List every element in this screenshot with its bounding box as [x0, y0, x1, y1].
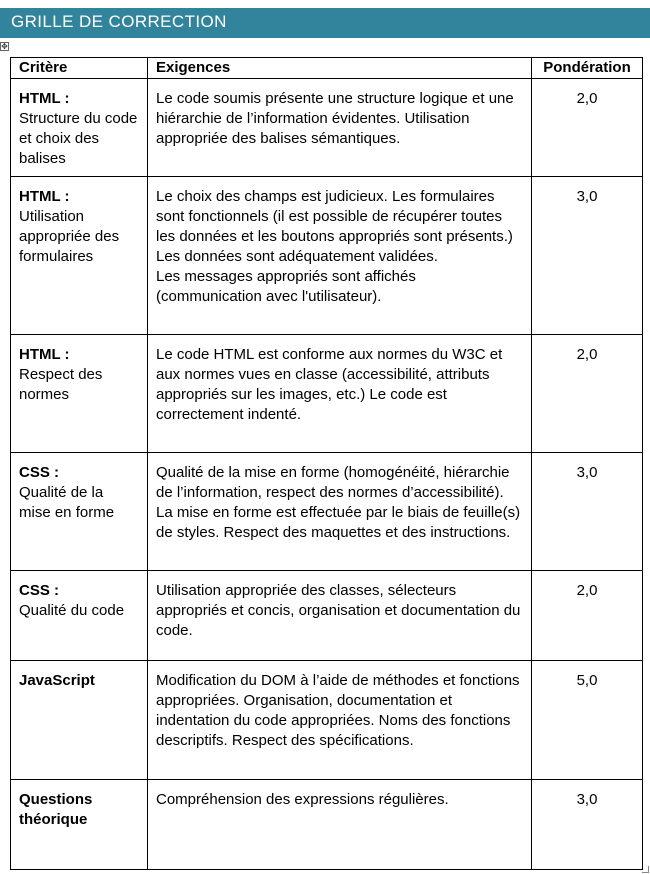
weight-cell: 2,0	[532, 571, 643, 661]
header-weight: Pondération	[532, 58, 643, 79]
criterion-cell	[11, 571, 148, 661]
criterion-subtitle: Qualité du code	[19, 602, 125, 619]
weight-cell: 3,0	[532, 177, 643, 335]
header-criterion: Critère	[11, 58, 148, 79]
criterion-title: Questions théorique	[19, 791, 93, 828]
criterion-title: HTML :	[19, 90, 70, 107]
header-requirements: Exigences	[148, 58, 532, 79]
requirements-cell: Utilisation appropriée des classes, sélecteurs appropriés et concis, organisation et documentation du code.	[148, 571, 532, 661]
table-row	[11, 780, 643, 870]
requirements-cell: Modification du DOM à l’aide de méthodes et fonctions appropriées. Organisation, documentation et indentation du code appropriées. Noms des fonctions descriptifs. Respect des spécifications.	[148, 661, 532, 780]
table-resize-handle[interactable]	[642, 866, 649, 873]
move-arrows-icon[interactable]: ✥	[1, 42, 8, 51]
section-title-banner	[0, 8, 650, 38]
criterion-title: HTML :	[19, 346, 70, 363]
weight-cell: 5,0	[532, 661, 643, 780]
table-body	[11, 79, 643, 870]
criterion-subtitle: Structure du code et choix des balises	[19, 110, 138, 167]
table-row	[11, 661, 643, 780]
criterion-subtitle: Respect des normes	[19, 366, 103, 403]
criterion-title: CSS :	[19, 582, 60, 599]
weight-cell: 3,0	[532, 453, 643, 571]
section-title: GRILLE DE CORRECTION	[11, 12, 227, 31]
requirements-cell: Le code soumis présente une structure logique et une hiérarchie de l’information évidentes. Utilisation appropriée des balises sémantiques.	[148, 79, 532, 177]
table-row	[11, 79, 643, 177]
table-row	[11, 177, 643, 335]
criterion-cell	[11, 177, 148, 335]
table-row	[11, 335, 643, 453]
weight-cell: 2,0	[532, 79, 643, 177]
criterion-cell	[11, 780, 148, 870]
table-header-row	[11, 58, 643, 79]
requirements-cell: Qualité de la mise en forme (homogénéité, hiérarchie de l’information, respect des normes d’accessibilité). La mise en forme est effectuée par le biais de feuille(s) de styles. Respect des maquettes et des instructions.	[148, 453, 532, 571]
criterion-title: JavaScript	[19, 672, 95, 689]
grading-table	[10, 57, 643, 870]
criterion-cell	[11, 79, 148, 177]
criterion-subtitle: Utilisation appropriée des formulaires	[19, 208, 120, 265]
criterion-cell	[11, 335, 148, 453]
requirements-cell: Le choix des champs est judicieux. Les formulaires sont fonctionnels (il est possible de récupérer toutes les données et les boutons appropriés sont présents.) Les données sont adéquatement validées. Les messages appropriés sont affichés (communication avec l'utilisateur).	[148, 177, 532, 335]
criterion-title: CSS :	[19, 464, 60, 481]
table-row	[11, 453, 643, 571]
criterion-title: HTML :	[19, 188, 70, 205]
criterion-cell	[11, 661, 148, 780]
requirements-cell: Compréhension des expressions régulières.	[148, 780, 532, 870]
weight-cell: 2,0	[532, 335, 643, 453]
table-row	[11, 571, 643, 661]
criterion-cell	[11, 453, 148, 571]
weight-cell: 3,0	[532, 780, 643, 870]
requirements-cell: Le code HTML est conforme aux normes du W3C et aux normes vues en classe (accessibilité, attributs appropriés sur les images, etc.) Le code est correctement indenté.	[148, 335, 532, 453]
criterion-subtitle: Qualité de la mise en forme	[19, 484, 115, 521]
